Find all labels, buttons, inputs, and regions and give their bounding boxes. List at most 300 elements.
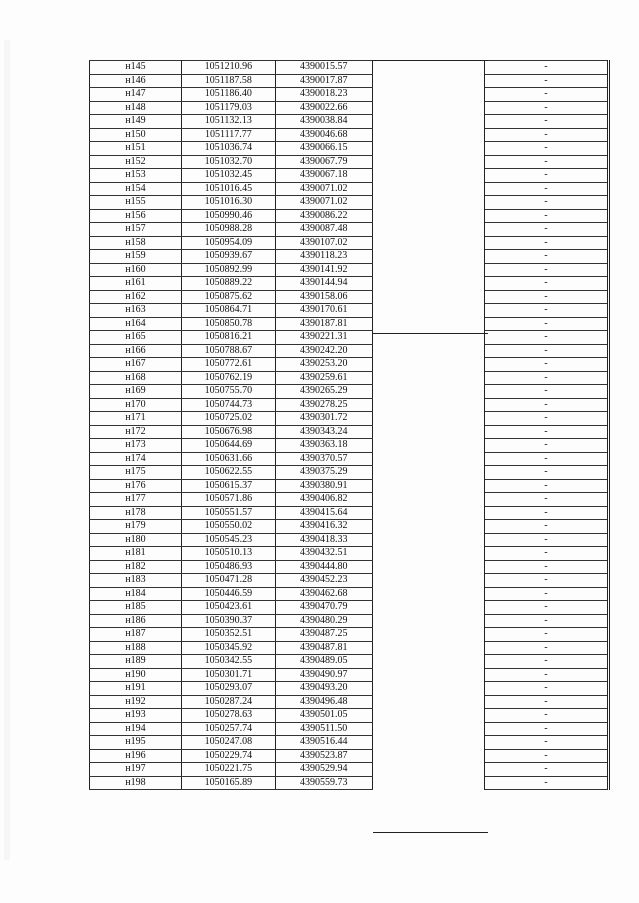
dash-cell: - <box>484 439 608 453</box>
x-coordinate-cell: 1050229.74 <box>181 749 275 763</box>
empty-merged-cell <box>372 182 484 196</box>
y-coordinate-cell: 4390489.05 <box>275 655 372 669</box>
x-coordinate-cell: 1050165.89 <box>181 776 275 790</box>
y-coordinate-cell: 4390018.23 <box>275 88 372 102</box>
dash-cell: - <box>484 317 608 331</box>
empty-merged-cell <box>372 641 484 655</box>
empty-merged-cell <box>372 776 484 790</box>
dash-cell: - <box>484 412 608 426</box>
table-row <box>90 763 609 777</box>
x-coordinate-cell: 1051132.13 <box>181 115 275 129</box>
table-row <box>90 452 609 466</box>
y-coordinate-cell: 4390490.97 <box>275 668 372 682</box>
y-coordinate-cell: 4390511.50 <box>275 722 372 736</box>
x-coordinate-cell: 1050631.66 <box>181 452 275 466</box>
y-coordinate-cell: 4390086.22 <box>275 209 372 223</box>
dash-cell: - <box>484 560 608 574</box>
y-coordinate-cell: 4390416.32 <box>275 520 372 534</box>
point-id-cell: н168 <box>90 371 182 385</box>
table-row <box>90 209 609 223</box>
x-coordinate-cell: 1051179.03 <box>181 101 275 115</box>
table-row <box>90 196 609 210</box>
dash-cell: - <box>484 736 608 750</box>
dash-cell: - <box>484 371 608 385</box>
table-row <box>90 74 609 88</box>
y-coordinate-cell: 4390523.87 <box>275 749 372 763</box>
y-coordinate-cell: 4390487.25 <box>275 628 372 642</box>
coordinates-table <box>89 60 610 790</box>
empty-merged-cell <box>372 601 484 615</box>
y-coordinate-cell: 4390462.68 <box>275 587 372 601</box>
table-row <box>90 223 609 237</box>
empty-merged-cell <box>372 736 484 750</box>
y-coordinate-cell: 4390375.29 <box>275 466 372 480</box>
x-coordinate-cell: 1050345.92 <box>181 641 275 655</box>
y-coordinate-cell: 4390067.79 <box>275 155 372 169</box>
point-id-cell: н162 <box>90 290 182 304</box>
table-row <box>90 142 609 156</box>
empty-merged-cell <box>372 628 484 642</box>
table-row <box>90 520 609 534</box>
y-coordinate-cell: 4390015.57 <box>275 61 372 75</box>
table-row <box>90 371 609 385</box>
point-id-cell: н145 <box>90 61 182 75</box>
point-id-cell: н185 <box>90 601 182 615</box>
point-id-cell: н183 <box>90 574 182 588</box>
y-coordinate-cell: 4390242.20 <box>275 344 372 358</box>
x-coordinate-cell: 1051186.40 <box>181 88 275 102</box>
dash-cell: - <box>484 628 608 642</box>
x-coordinate-cell: 1050990.46 <box>181 209 275 223</box>
point-id-cell: н167 <box>90 358 182 372</box>
empty-merged-cell <box>372 493 484 507</box>
empty-merged-cell <box>372 574 484 588</box>
empty-merged-cell <box>372 358 484 372</box>
point-id-cell: н148 <box>90 101 182 115</box>
table-row <box>90 601 609 615</box>
y-coordinate-cell: 4390501.05 <box>275 709 372 723</box>
x-coordinate-cell: 1050676.98 <box>181 425 275 439</box>
x-coordinate-cell: 1051032.70 <box>181 155 275 169</box>
y-coordinate-cell: 4390253.20 <box>275 358 372 372</box>
point-id-cell: н175 <box>90 466 182 480</box>
point-id-cell: н169 <box>90 385 182 399</box>
x-coordinate-cell: 1050247.08 <box>181 736 275 750</box>
empty-merged-cell <box>372 709 484 723</box>
dash-cell: - <box>484 520 608 534</box>
table-row <box>90 182 609 196</box>
empty-merged-cell <box>372 209 484 223</box>
dash-cell: - <box>484 682 608 696</box>
table-row <box>90 547 609 561</box>
y-coordinate-cell: 4390141.92 <box>275 263 372 277</box>
y-coordinate-cell: 4390516.44 <box>275 736 372 750</box>
x-coordinate-cell: 1050510.13 <box>181 547 275 561</box>
point-id-cell: н173 <box>90 439 182 453</box>
dash-cell: - <box>484 128 608 142</box>
dash-cell: - <box>484 142 608 156</box>
point-id-cell: н188 <box>90 641 182 655</box>
dash-cell: - <box>484 169 608 183</box>
empty-merged-cell <box>372 385 484 399</box>
table-row <box>90 101 609 115</box>
dash-cell: - <box>484 506 608 520</box>
x-coordinate-cell: 1051016.45 <box>181 182 275 196</box>
y-coordinate-cell: 4390259.61 <box>275 371 372 385</box>
empty-merged-cell <box>372 398 484 412</box>
x-coordinate-cell: 1050342.55 <box>181 655 275 669</box>
x-coordinate-cell: 1050352.51 <box>181 628 275 642</box>
empty-merged-cell <box>372 263 484 277</box>
point-id-cell: н165 <box>90 331 182 345</box>
empty-merged-cell <box>372 223 484 237</box>
merged-column-divider <box>373 333 488 334</box>
dash-cell: - <box>484 776 608 790</box>
table-row <box>90 628 609 642</box>
x-coordinate-cell: 1050622.55 <box>181 466 275 480</box>
point-id-cell: н196 <box>90 749 182 763</box>
table-row <box>90 695 609 709</box>
y-coordinate-cell: 4390493.20 <box>275 682 372 696</box>
x-coordinate-cell: 1050278.63 <box>181 709 275 723</box>
point-id-cell: н176 <box>90 479 182 493</box>
empty-merged-cell <box>372 547 484 561</box>
y-coordinate-cell: 4390187.81 <box>275 317 372 331</box>
dash-cell: - <box>484 547 608 561</box>
x-coordinate-cell: 1050221.75 <box>181 763 275 777</box>
x-coordinate-cell: 1050772.61 <box>181 358 275 372</box>
empty-merged-cell <box>372 479 484 493</box>
point-id-cell: н193 <box>90 709 182 723</box>
empty-merged-cell <box>372 412 484 426</box>
y-coordinate-cell: 4390022.66 <box>275 101 372 115</box>
table-row <box>90 304 609 318</box>
y-coordinate-cell: 4390087.48 <box>275 223 372 237</box>
y-coordinate-cell: 4390380.91 <box>275 479 372 493</box>
point-id-cell: н164 <box>90 317 182 331</box>
point-id-cell: н178 <box>90 506 182 520</box>
point-id-cell: н150 <box>90 128 182 142</box>
table-row <box>90 749 609 763</box>
y-coordinate-cell: 4390480.29 <box>275 614 372 628</box>
point-id-cell: н146 <box>90 74 182 88</box>
x-coordinate-cell: 1050939.67 <box>181 250 275 264</box>
table-row <box>90 250 609 264</box>
dash-cell: - <box>484 263 608 277</box>
empty-merged-cell <box>372 169 484 183</box>
merged-column-bottom-border <box>373 832 488 833</box>
table-row <box>90 277 609 291</box>
x-coordinate-cell: 1050486.93 <box>181 560 275 574</box>
empty-merged-cell <box>372 533 484 547</box>
table-row <box>90 587 609 601</box>
y-coordinate-cell: 4390144.94 <box>275 277 372 291</box>
dash-cell: - <box>484 641 608 655</box>
empty-merged-cell <box>372 655 484 669</box>
x-coordinate-cell: 1050744.73 <box>181 398 275 412</box>
y-coordinate-cell: 4390415.64 <box>275 506 372 520</box>
empty-merged-cell <box>372 277 484 291</box>
point-id-cell: н158 <box>90 236 182 250</box>
y-coordinate-cell: 4390017.87 <box>275 74 372 88</box>
coordinates-table-body <box>90 61 609 790</box>
dash-cell: - <box>484 668 608 682</box>
x-coordinate-cell: 1051016.30 <box>181 196 275 210</box>
y-coordinate-cell: 4390046.68 <box>275 128 372 142</box>
dash-cell: - <box>484 290 608 304</box>
table-row <box>90 385 609 399</box>
empty-merged-cell <box>372 425 484 439</box>
table-row <box>90 641 609 655</box>
x-coordinate-cell: 1050257.74 <box>181 722 275 736</box>
y-coordinate-cell: 4390496.48 <box>275 695 372 709</box>
y-coordinate-cell: 4390066.15 <box>275 142 372 156</box>
point-id-cell: н180 <box>90 533 182 547</box>
y-coordinate-cell: 4390265.29 <box>275 385 372 399</box>
empty-merged-cell <box>372 142 484 156</box>
empty-merged-cell <box>372 128 484 142</box>
table-row <box>90 574 609 588</box>
point-id-cell: н152 <box>90 155 182 169</box>
x-coordinate-cell: 1050725.02 <box>181 412 275 426</box>
point-id-cell: н159 <box>90 250 182 264</box>
empty-merged-cell <box>372 371 484 385</box>
x-coordinate-cell: 1050446.59 <box>181 587 275 601</box>
table-row <box>90 466 609 480</box>
table-row <box>90 533 609 547</box>
table-row <box>90 169 609 183</box>
dash-cell: - <box>484 196 608 210</box>
dash-cell: - <box>484 601 608 615</box>
point-id-cell: н147 <box>90 88 182 102</box>
point-id-cell: н198 <box>90 776 182 790</box>
dash-cell: - <box>484 587 608 601</box>
dash-cell: - <box>484 385 608 399</box>
y-coordinate-cell: 4390071.02 <box>275 196 372 210</box>
y-coordinate-cell: 4390118.23 <box>275 250 372 264</box>
point-id-cell: н170 <box>90 398 182 412</box>
x-coordinate-cell: 1050471.28 <box>181 574 275 588</box>
table-row <box>90 128 609 142</box>
x-coordinate-cell: 1051117.77 <box>181 128 275 142</box>
table-row <box>90 155 609 169</box>
table-row <box>90 722 609 736</box>
empty-merged-cell <box>372 88 484 102</box>
table-row <box>90 493 609 507</box>
table-row <box>90 263 609 277</box>
point-id-cell: н189 <box>90 655 182 669</box>
point-id-cell: н157 <box>90 223 182 237</box>
dash-cell: - <box>484 574 608 588</box>
table-row <box>90 88 609 102</box>
x-coordinate-cell: 1050571.86 <box>181 493 275 507</box>
point-id-cell: н155 <box>90 196 182 210</box>
point-id-cell: н179 <box>90 520 182 534</box>
dash-cell: - <box>484 344 608 358</box>
x-coordinate-cell: 1050816.21 <box>181 331 275 345</box>
table-row <box>90 331 609 345</box>
y-coordinate-cell: 4390343.24 <box>275 425 372 439</box>
x-coordinate-cell: 1050954.09 <box>181 236 275 250</box>
point-id-cell: н154 <box>90 182 182 196</box>
table-row <box>90 479 609 493</box>
x-coordinate-cell: 1050551.57 <box>181 506 275 520</box>
x-coordinate-cell: 1050762.19 <box>181 371 275 385</box>
point-id-cell: н161 <box>90 277 182 291</box>
empty-merged-cell <box>372 155 484 169</box>
empty-merged-cell <box>372 115 484 129</box>
dash-cell: - <box>484 614 608 628</box>
empty-merged-cell <box>372 587 484 601</box>
x-coordinate-cell: 1050287.24 <box>181 695 275 709</box>
x-coordinate-cell: 1051032.45 <box>181 169 275 183</box>
empty-merged-cell <box>372 61 484 75</box>
dash-cell: - <box>484 277 608 291</box>
dash-cell: - <box>484 101 608 115</box>
x-coordinate-cell: 1050788.67 <box>181 344 275 358</box>
table-row <box>90 398 609 412</box>
empty-merged-cell <box>372 317 484 331</box>
y-coordinate-cell: 4390487.81 <box>275 641 372 655</box>
table-row <box>90 61 609 75</box>
dash-cell: - <box>484 155 608 169</box>
empty-merged-cell <box>372 722 484 736</box>
point-id-cell: н191 <box>90 682 182 696</box>
empty-merged-cell <box>372 290 484 304</box>
dash-cell: - <box>484 304 608 318</box>
merged-column-top-border <box>373 60 488 61</box>
x-coordinate-cell: 1050755.70 <box>181 385 275 399</box>
table-row <box>90 614 609 628</box>
empty-merged-cell <box>372 236 484 250</box>
y-coordinate-cell: 4390363.18 <box>275 439 372 453</box>
point-id-cell: н186 <box>90 614 182 628</box>
y-coordinate-cell: 4390038.84 <box>275 115 372 129</box>
y-coordinate-cell: 4390221.31 <box>275 331 372 345</box>
dash-cell: - <box>484 250 608 264</box>
y-coordinate-cell: 4390559.73 <box>275 776 372 790</box>
dash-cell: - <box>484 533 608 547</box>
empty-merged-cell <box>372 466 484 480</box>
table-row <box>90 425 609 439</box>
point-id-cell: н151 <box>90 142 182 156</box>
empty-merged-cell <box>372 344 484 358</box>
table-row <box>90 317 609 331</box>
table-row <box>90 560 609 574</box>
dash-cell: - <box>484 398 608 412</box>
point-id-cell: н153 <box>90 169 182 183</box>
table-row <box>90 439 609 453</box>
empty-merged-cell <box>372 101 484 115</box>
y-coordinate-cell: 4390470.79 <box>275 601 372 615</box>
dash-cell: - <box>484 425 608 439</box>
y-coordinate-cell: 4390370.57 <box>275 452 372 466</box>
point-id-cell: н195 <box>90 736 182 750</box>
dash-cell: - <box>484 88 608 102</box>
empty-merged-cell <box>372 614 484 628</box>
empty-merged-cell <box>372 763 484 777</box>
x-coordinate-cell: 1050875.62 <box>181 290 275 304</box>
x-coordinate-cell: 1050864.71 <box>181 304 275 318</box>
x-coordinate-cell: 1050293.07 <box>181 682 275 696</box>
y-coordinate-cell: 4390107.02 <box>275 236 372 250</box>
x-coordinate-cell: 1050423.61 <box>181 601 275 615</box>
dash-cell: - <box>484 236 608 250</box>
empty-merged-cell <box>372 74 484 88</box>
table-row <box>90 709 609 723</box>
y-coordinate-cell: 4390432.51 <box>275 547 372 561</box>
empty-merged-cell <box>372 304 484 318</box>
dash-cell: - <box>484 182 608 196</box>
dash-cell: - <box>484 709 608 723</box>
dash-cell: - <box>484 115 608 129</box>
point-id-cell: н149 <box>90 115 182 129</box>
x-coordinate-cell: 1050988.28 <box>181 223 275 237</box>
point-id-cell: н187 <box>90 628 182 642</box>
point-id-cell: н163 <box>90 304 182 318</box>
dash-cell: - <box>484 61 608 75</box>
point-id-cell: н184 <box>90 587 182 601</box>
table-row <box>90 358 609 372</box>
dash-cell: - <box>484 695 608 709</box>
table-row <box>90 115 609 129</box>
y-coordinate-cell: 4390071.02 <box>275 182 372 196</box>
point-id-cell: н194 <box>90 722 182 736</box>
y-coordinate-cell: 4390278.25 <box>275 398 372 412</box>
point-id-cell: н156 <box>90 209 182 223</box>
point-id-cell: н177 <box>90 493 182 507</box>
y-coordinate-cell: 4390444.80 <box>275 560 372 574</box>
x-coordinate-cell: 1050301.71 <box>181 668 275 682</box>
x-coordinate-cell: 1050545.23 <box>181 533 275 547</box>
point-id-cell: н171 <box>90 412 182 426</box>
dash-cell: - <box>484 493 608 507</box>
table-row <box>90 655 609 669</box>
dash-cell: - <box>484 749 608 763</box>
table-row <box>90 412 609 426</box>
dash-cell: - <box>484 452 608 466</box>
y-coordinate-cell: 4390406.82 <box>275 493 372 507</box>
x-coordinate-cell: 1051210.96 <box>181 61 275 75</box>
empty-merged-cell <box>372 250 484 264</box>
dash-cell: - <box>484 655 608 669</box>
dash-cell: - <box>484 763 608 777</box>
empty-merged-cell <box>372 196 484 210</box>
empty-merged-cell <box>372 439 484 453</box>
dash-cell: - <box>484 74 608 88</box>
dash-cell: - <box>484 331 608 345</box>
x-coordinate-cell: 1050390.37 <box>181 614 275 628</box>
y-coordinate-cell: 4390418.33 <box>275 533 372 547</box>
table-row <box>90 344 609 358</box>
table-row <box>90 506 609 520</box>
empty-merged-cell <box>372 452 484 466</box>
point-id-cell: н182 <box>90 560 182 574</box>
x-coordinate-cell: 1051187.58 <box>181 74 275 88</box>
dash-cell: - <box>484 479 608 493</box>
point-id-cell: н192 <box>90 695 182 709</box>
y-coordinate-cell: 4390452.23 <box>275 574 372 588</box>
x-coordinate-cell: 1050892.99 <box>181 263 275 277</box>
y-coordinate-cell: 4390170.61 <box>275 304 372 318</box>
point-id-cell: н190 <box>90 668 182 682</box>
dash-cell: - <box>484 722 608 736</box>
table-row <box>90 682 609 696</box>
point-id-cell: н181 <box>90 547 182 561</box>
y-coordinate-cell: 4390158.06 <box>275 290 372 304</box>
x-coordinate-cell: 1050644.69 <box>181 439 275 453</box>
y-coordinate-cell: 4390067.18 <box>275 169 372 183</box>
